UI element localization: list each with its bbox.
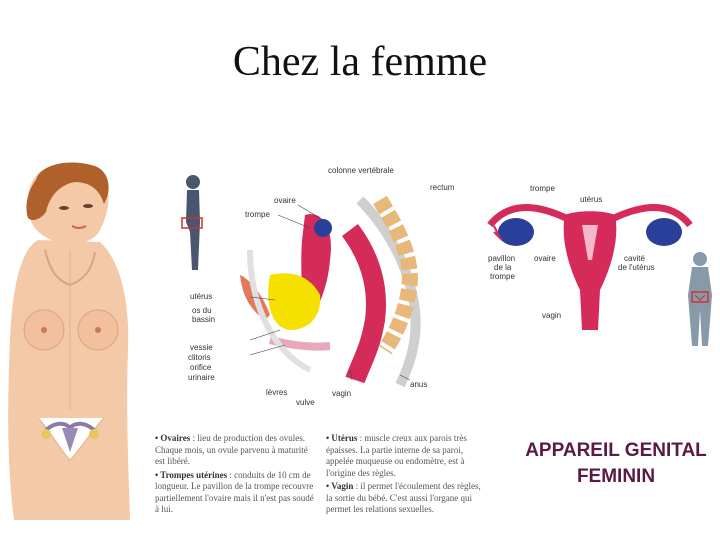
section-heading xyxy=(512,438,720,490)
caption-column-left xyxy=(155,433,317,516)
heading-line-1: APPAREIL GENITAL xyxy=(525,440,707,461)
label-uterus: utérus xyxy=(190,292,213,301)
front-label-trompe2: trompe xyxy=(490,272,515,281)
front-silhouette xyxy=(684,250,716,348)
caption-trompes-text: : conduits de 10 cm de longueur. Le pavillon de la trompe recouvre partiellement l'ovaire mais il n'est pas soudé à lui. xyxy=(155,469,314,514)
side-silhouette xyxy=(178,172,208,272)
label-orifice: orifice xyxy=(190,363,212,372)
label-anus: anus xyxy=(410,380,428,389)
front-label-ovaire: ovaire xyxy=(534,254,556,263)
front-label-de-luterus: de l'utérus xyxy=(618,263,655,272)
label-clitoris: clitoris xyxy=(188,353,211,362)
caption-uterus-text: : muscle creux aux parois très épaisses. La partie interne de sa paroi, appelée muqueuse ou endomètre, est à l'origine des règles. xyxy=(326,433,467,478)
caption-ovaires-text: : lieu de production des ovules. Chaque mois, un ovule parvenu à maturité est libéré. xyxy=(155,433,308,466)
front-label-vagin: vagin xyxy=(542,311,562,320)
sagittal-section-diagram xyxy=(210,170,470,400)
front-label-de-la: de la xyxy=(494,263,512,272)
caption-ovaires-head: • Ovaires xyxy=(155,433,191,443)
label-vulve: vulve xyxy=(296,398,315,407)
label-levres: lèvres xyxy=(266,388,288,397)
label-trompe: trompe xyxy=(245,210,270,219)
caption-column-right xyxy=(326,433,488,516)
heading-line-2: FEMININ xyxy=(576,466,656,487)
label-bassin: bassin xyxy=(192,315,216,324)
label-ovaire: ovaire xyxy=(274,196,296,205)
front-label-pavillon: pavillon xyxy=(488,254,516,263)
caption-vagin-head: • Vagin xyxy=(326,481,354,491)
label-rectum: rectum xyxy=(430,183,455,192)
caption-uterus-head: • Utérus xyxy=(326,433,358,443)
woman-illustration xyxy=(0,160,140,520)
label-vagin: vagin xyxy=(332,389,352,398)
caption-trompes-head: • Trompes utérines xyxy=(155,469,228,480)
label-vessie: vessie xyxy=(190,343,213,352)
label-urinaire: urinaire xyxy=(188,373,215,382)
slide-title: Chez la femme xyxy=(232,39,488,85)
caption-vagin-text: : il permet l'écoulement des règles, la sortie du bébé. C'est aussi l'organe qui permet les relations sexuelles. xyxy=(326,481,481,514)
label-colonne: colonne vertébrale xyxy=(328,166,394,175)
front-label-uterus: utérus xyxy=(580,195,603,204)
front-label-trompe: trompe xyxy=(530,184,555,193)
front-label-cavite: cavité xyxy=(624,254,645,263)
label-os-du: os du xyxy=(192,306,212,315)
